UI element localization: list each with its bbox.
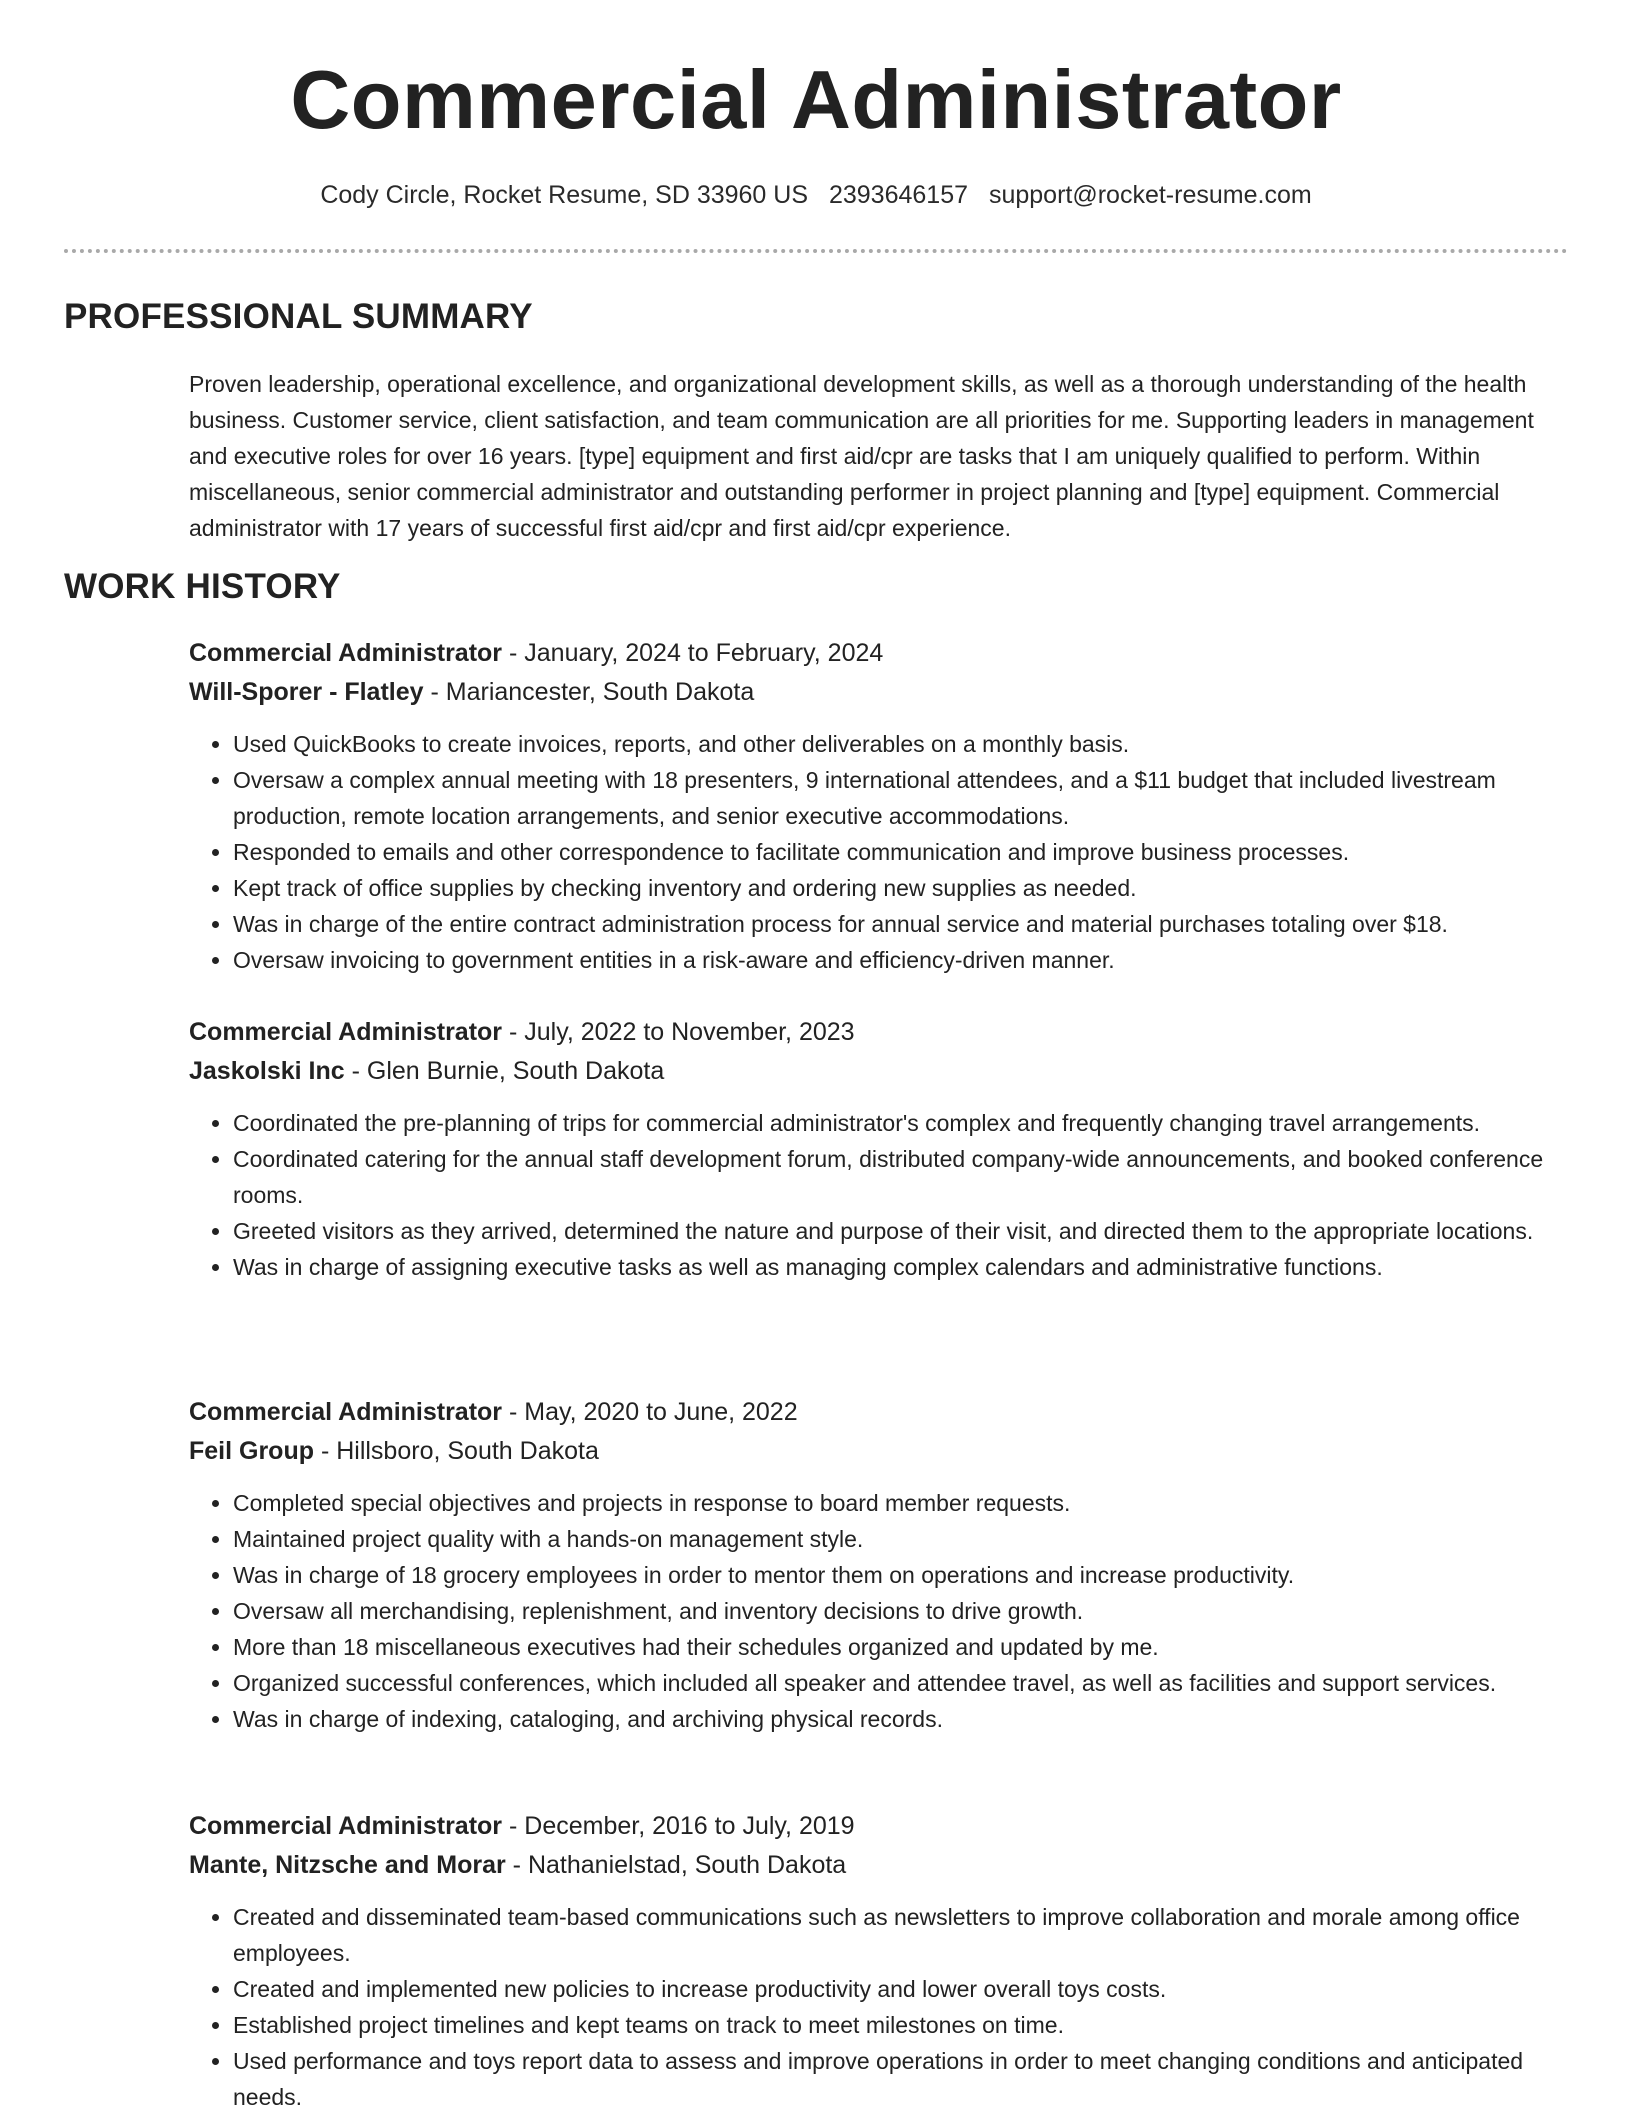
job-bullet: • Kept track of office supplies by checking inventory and ordering new supplies as needed. <box>233 870 1574 906</box>
job-bullet: • Greeted visitors as they arrived, determined the nature and purpose of their visit, and directed them to the appropriate locations. <box>233 1213 1574 1249</box>
work-history-heading: WORK HISTORY <box>64 567 341 606</box>
job-location: - Glen Burnie, South Dakota <box>344 1057 665 1085</box>
job-bullet: • Maintained project quality with a hands-on management style. <box>233 1521 1574 1557</box>
job-role: Commercial Administrator <box>189 1398 503 1426</box>
job-bullet: • Organized successful conferences, which included all speaker and attendee travel, as well as facilities and support services. <box>233 1665 1574 1701</box>
job-bullet: • Used QuickBooks to create invoices, reports, and other deliverables on a monthly basis. <box>233 726 1574 762</box>
job-bullets <box>189 1105 1574 1285</box>
job-bullet: • Was in charge of the entire contract administration process for annual service and material purchases totaling over $18. <box>233 906 1574 942</box>
job-bullet: • Used performance and toys report data to assess and improve operations in order to meet changing conditions and anticipated needs. <box>233 2043 1574 2112</box>
job-dates: - December, 2016 to July, 2019 <box>502 1812 855 1840</box>
summary-heading: PROFESSIONAL SUMMARY <box>64 297 533 336</box>
header-divider <box>64 249 1568 253</box>
job-bullets <box>189 726 1574 978</box>
job-company: Feil Group <box>189 1437 314 1465</box>
job-location: - Nathanielstad, South Dakota <box>505 1851 847 1879</box>
job-location: - Hillsboro, South Dakota <box>314 1437 599 1465</box>
contact-address: Cody Circle, Rocket Resume, SD 33960 US <box>320 181 809 209</box>
job-bullet: • Completed special objectives and projects in response to board member requests. <box>233 1485 1574 1521</box>
contact-phone: 2393646157 <box>828 181 969 209</box>
job-entry-4 <box>189 1807 1574 2112</box>
job-company: Will-Sporer - Flatley <box>189 678 424 706</box>
job-bullet: • Established project timelines and kept teams on track to meet milestones on time. <box>233 2007 1574 2043</box>
job-bullet: • Was in charge of 18 grocery employees in order to mentor them on operations and increase productivity. <box>233 1557 1574 1593</box>
job-company-line <box>189 673 1574 712</box>
job-company-line <box>189 1432 1574 1471</box>
job-title-line <box>189 634 1574 673</box>
job-bullet: • Oversaw all merchandising, replenishment, and inventory decisions to drive growth. <box>233 1593 1574 1629</box>
job-bullets <box>189 1485 1574 1737</box>
job-role: Commercial Administrator <box>189 1018 503 1046</box>
job-bullet: • More than 18 miscellaneous executives had their schedules organized and updated by me. <box>233 1629 1574 1665</box>
job-dates: - July, 2022 to November, 2023 <box>502 1018 855 1046</box>
job-company-line <box>189 1052 1574 1091</box>
job-title-line <box>189 1013 1574 1052</box>
job-role: Commercial Administrator <box>189 1812 503 1840</box>
job-bullet: • Coordinated catering for the annual staff development forum, distributed company-wide announcements, and booked conference rooms. <box>233 1141 1574 1213</box>
candidate-name: Commercial Administrator <box>290 53 1342 146</box>
job-entry-2 <box>189 1013 1574 1285</box>
job-company: Jaskolski Inc <box>189 1057 345 1085</box>
job-bullet: • Created and implemented new policies to increase productivity and lower overall toys costs. <box>233 1971 1574 2007</box>
summary-text: Proven leadership, operational excellence, and organizational development skills, as well as a thorough understanding of the health business. Customer service, client satisfaction, and team communication are all priorities for me. Supporting leaders in management and executive roles for over 16 years. [type] equipment and first aid/cpr are tasks that I am uniquely qualified to perform. Within miscellaneous, senior commercial administrator and outstanding performer in project planning and [type] equipment. Commercial administrator with 17 years of successful first aid/cpr and first aid/cpr experience. <box>189 371 1534 541</box>
job-title-line <box>189 1393 1574 1432</box>
job-location: - Mariancester, South Dakota <box>423 678 755 706</box>
job-entry-3 <box>189 1393 1574 1737</box>
job-company-line <box>189 1846 1574 1885</box>
job-role: Commercial Administrator <box>189 639 503 667</box>
job-company: Mante, Nitzsche and Morar <box>189 1851 506 1879</box>
job-bullet: • Created and disseminated team-based communications such as newsletters to improve collaboration and morale among office employees. <box>233 1899 1574 1971</box>
contact-line <box>0 181 1632 210</box>
job-bullet: • Was in charge of assigning executive tasks as well as managing complex calendars and administrative functions. <box>233 1249 1574 1285</box>
job-dates: - January, 2024 to February, 2024 <box>502 639 884 667</box>
job-entry-1 <box>189 634 1574 978</box>
job-bullet: • Responded to emails and other correspondence to facilitate communication and improve business processes. <box>233 834 1574 870</box>
job-bullets <box>189 1899 1574 2112</box>
job-title-line <box>189 1807 1574 1846</box>
job-dates: - May, 2020 to June, 2022 <box>502 1398 798 1426</box>
job-bullet: • Coordinated the pre-planning of trips for commercial administrator's complex and frequently changing travel arrangements. <box>233 1105 1574 1141</box>
job-bullet: • Oversaw a complex annual meeting with 18 presenters, 9 international attendees, and a $11 budget that included livestream production, remote location arrangements, and senior executive accommodations. <box>233 762 1574 834</box>
contact-email: support@rocket-resume.com <box>988 181 1312 209</box>
job-bullet: • Oversaw invoicing to government entities in a risk-aware and efficiency-driven manner. <box>233 942 1574 978</box>
job-bullet: • Was in charge of indexing, cataloging, and archiving physical records. <box>233 1701 1574 1737</box>
